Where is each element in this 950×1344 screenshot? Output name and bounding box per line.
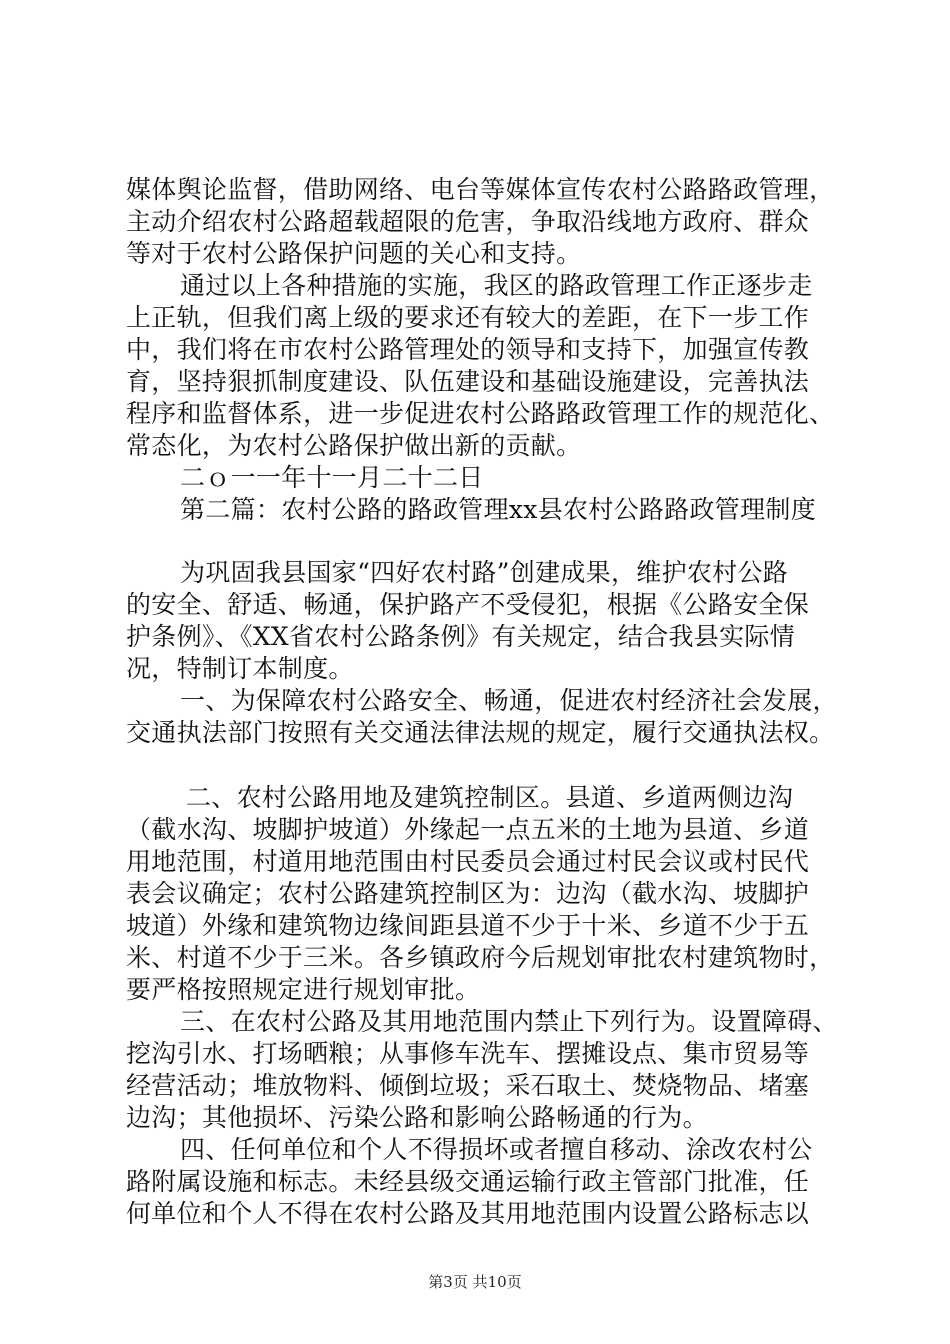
text-line: 边沟；其他损坏、污染公路和影响公路畅通的行为。 bbox=[126, 1103, 708, 1132]
text-line: 挖沟引水、打场晒粮；从事修车洗车、摆摊设点、集市贸易等 bbox=[126, 1039, 810, 1068]
text-line: 何单位和个人不得在农村公路及其用地范围内设置公路标志以 bbox=[126, 1199, 810, 1228]
text-line: 常态化，为农村公路保护做出新的贡献。 bbox=[126, 431, 582, 460]
text-line: 坡道）外缘和建筑物边缘间距县道不少于十米、乡道不少于五 bbox=[126, 911, 810, 940]
text-line: 程序和监督体系，进一步促进农村公路路政管理工作的规范化、 bbox=[126, 399, 835, 428]
text-line: 主动介绍农村公路超载超限的危害，争取沿线地方政府、群众 bbox=[126, 207, 810, 236]
text-line: 上正轨，但我们离上级的要求还有较大的差距，在下一步工作 bbox=[126, 303, 810, 332]
text-line: （截水沟、坡脚护坡道）外缘起一点五米的土地为县道、乡道 bbox=[126, 815, 810, 844]
text-line: 的安全、舒适、畅通，保护路产不受侵犯，根据《公路安全保 bbox=[126, 590, 810, 619]
text-line: 表会议确定；农村公路建筑控制区为：边沟（截水沟、坡脚护 bbox=[126, 879, 810, 908]
text-line: 用地范围，村道用地范围由村民委员会通过村民会议或村民代 bbox=[126, 847, 810, 876]
text-line: 三、在农村公路及其用地范围内禁止下列行为。设置障碍、 bbox=[180, 1007, 838, 1036]
text-line: 媒体舆论监督，借助网络、电台等媒体宣传农村公路路政管理， bbox=[126, 175, 835, 204]
section-heading: 第二篇：农村公路的路政管理xx县农村公路路政管理制度 bbox=[180, 495, 817, 524]
text-line: 等对于农村公路保护问题的关心和支持。 bbox=[126, 239, 582, 268]
text-line: 交通执法部门按照有关交通法律法规的规定，履行交通执法权。 bbox=[126, 718, 835, 747]
text-line: 中，我们将在市农村公路管理处的领导和支持下，加强宣传教 bbox=[126, 335, 810, 364]
text-line: 经营活动；堆放物料、倾倒垃圾；采石取土、焚烧物品、堵塞 bbox=[126, 1071, 810, 1100]
date-line: 二ｏ一一年十一月二十二日 bbox=[180, 463, 484, 492]
text-line: 为巩固我县国家“四好农村路”创建成果，维护农村公路 bbox=[180, 558, 789, 587]
page-footer: 第3页 共10页 bbox=[428, 1273, 522, 1291]
text-line: 一、为保障农村公路安全、畅通，促进农村经济社会发展， bbox=[180, 686, 838, 715]
text-line: 四、任何单位和个人不得损坏或者擅自移动、涂改农村公 bbox=[180, 1135, 813, 1164]
text-line: 况，特制订本制度。 bbox=[126, 654, 354, 683]
text-line: 要严格按照规定进行规划审批。 bbox=[126, 975, 481, 1004]
text-line: 二、农村公路用地及建筑控制区。县道、乡道两侧边沟 bbox=[186, 783, 794, 812]
text-line: 路附属设施和标志。未经县级交通运输行政主管部门批准，任 bbox=[126, 1167, 810, 1196]
text-line: 护条例》、《XX省农村公路条例》有关规定，结合我县实际情 bbox=[126, 622, 795, 651]
text-line: 米、村道不少于三米。各乡镇政府今后规划审批农村建筑物时， bbox=[126, 943, 835, 972]
text-line: 育，坚持狠抓制度建设、队伍建设和基础设施建设，完善执法 bbox=[126, 367, 810, 396]
text-line: 通过以上各种措施的实施，我区的路政管理工作正逐步走 bbox=[180, 271, 813, 300]
